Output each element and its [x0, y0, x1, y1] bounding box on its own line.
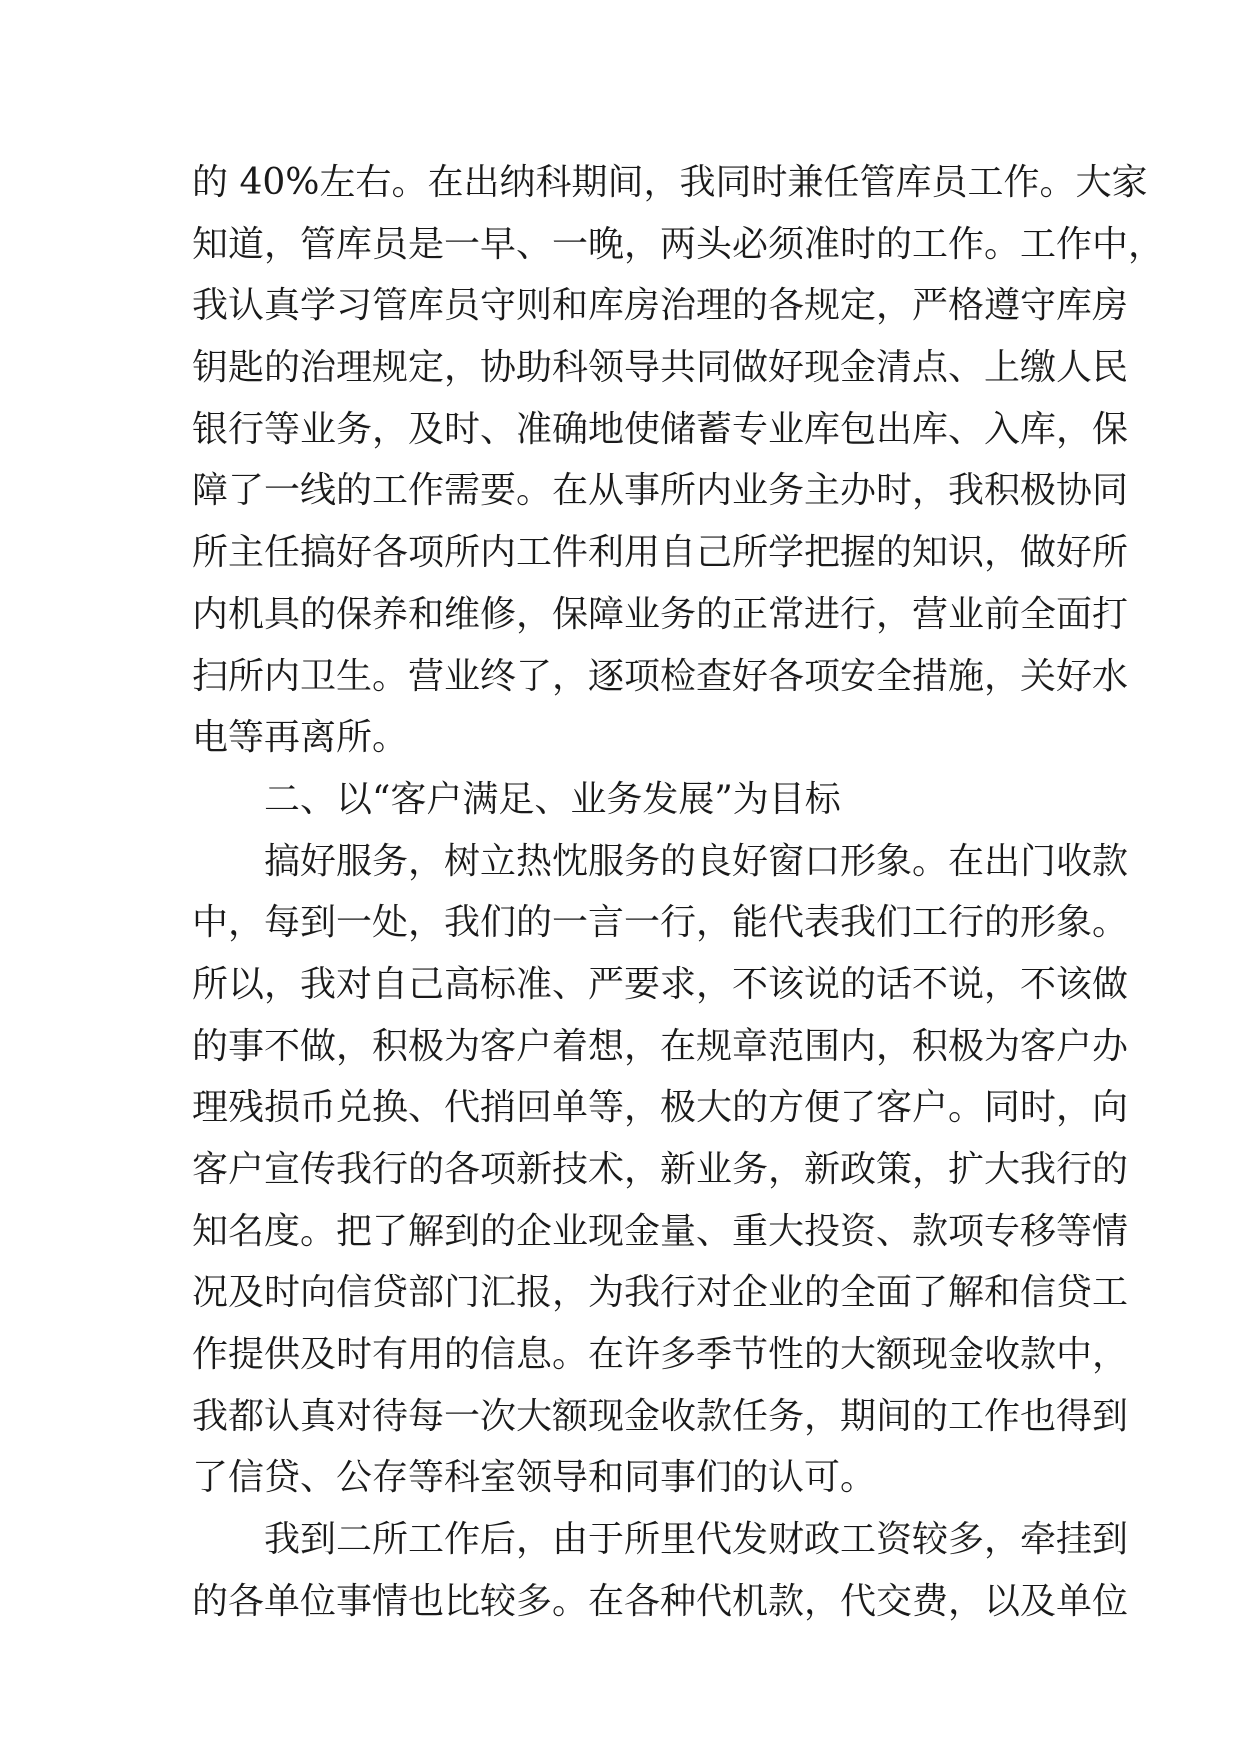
text-line: 了信贷、公存等科室领导和同事们的认可。	[192, 1457, 877, 1499]
text-line: 客户宣传我行的各项新技术，新业务，新政策，扩大我行的	[192, 1149, 1129, 1190]
text-line: 我都认真对待每一次大额现金收款任务，期间的工作也得到	[192, 1395, 1129, 1437]
body-text	[192, 152, 1165, 1633]
text-line: 搞好服务，树立热忱服务的良好窗口形象。在出门收款	[264, 840, 1129, 882]
text-line: 的各单位事情也比较多。在各种代机款，代交费，以及单位	[192, 1580, 1129, 1622]
text-line: 知道，管库员是一早、一晚，两头必须准时的工作。工作中，	[192, 223, 1165, 265]
text-line: 理残损币兑换、代捎回单等，极大的方便了客户。同时，向	[192, 1087, 1129, 1129]
text-line: 所以，我对自己高标准、严要求，不该说的话不说，不该做	[192, 963, 1129, 1005]
text-line: 况及时向信贷部门汇报，为我行对企业的全面了解和信贷工	[192, 1272, 1129, 1314]
text-line: 中，每到一处，我们的一言一行，能代表我们工行的形象。	[192, 902, 1129, 944]
text-line: 知名度。把了解到的企业现金量、重大投资、款项专移等情	[192, 1210, 1129, 1252]
text-line: 的 40%左右。在出纳科期间，我同时兼任管库员工作。大家	[192, 162, 1148, 203]
text-line: 钥匙的治理规定，协助科领导共同做好现金清点、上缴人民	[192, 347, 1129, 389]
section-heading: 二、以“客户满足、业务发展”为目标	[264, 778, 841, 820]
text-line: 我认真学习管库员守则和库房治理的各规定，严格遵守库房	[192, 285, 1129, 327]
text-line: 我到二所工作后，由于所里代发财政工资较多，牵挂到	[264, 1519, 1129, 1561]
text-line: 扫所内卫生。营业终了，逐项检查好各项安全措施，关好水	[192, 655, 1129, 697]
text-line: 内机具的保养和维修，保障业务的正常进行，营业前全面打	[192, 593, 1129, 635]
text-line: 障了一线的工作需要。在从事所内业务主办时，我积极协同	[192, 470, 1129, 512]
text-line: 银行等业务，及时、准确地使储蓄专业库包出库、入库，保	[192, 408, 1129, 450]
text-line: 电等再离所。	[192, 717, 409, 759]
text-line: 的事不做，积极为客户着想，在规章范围内，积极为客户办	[192, 1025, 1129, 1067]
text-line: 所主任搞好各项所内工件利用自己所学把握的知识，做好所	[192, 532, 1129, 574]
text-line: 作提供及时有用的信息。在许多季节性的大额现金收款中，	[192, 1334, 1129, 1376]
